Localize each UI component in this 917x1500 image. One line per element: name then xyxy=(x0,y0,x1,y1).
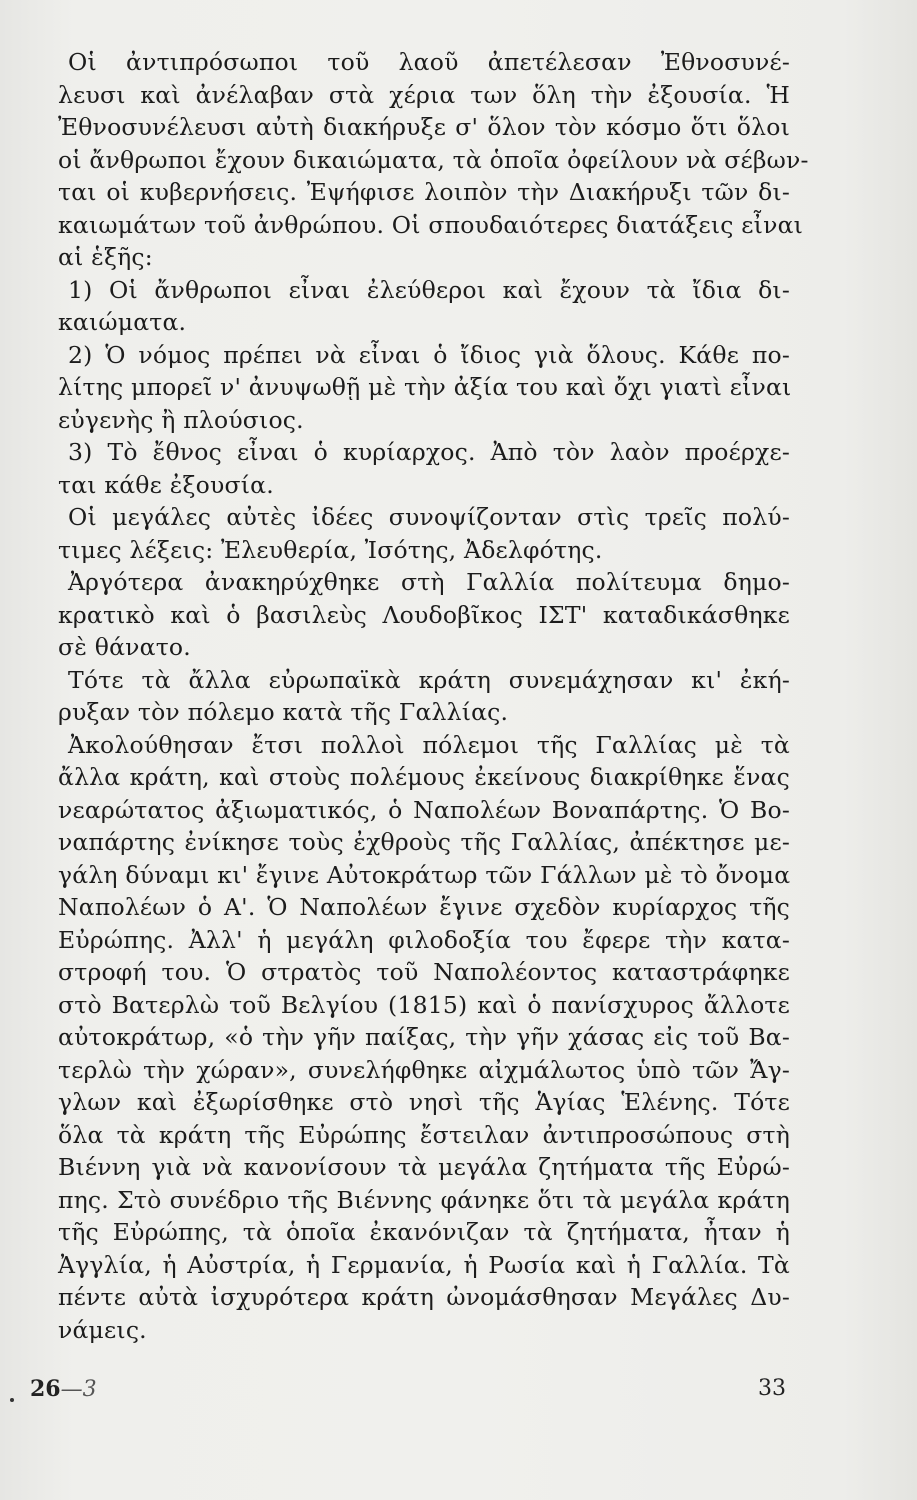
margin-dot xyxy=(10,1398,14,1402)
text-line: Ἀκολούθησαν ἔτσι πολλοὶ πόλεμοι τῆς Γαλλίας μὲ τὰ xyxy=(68,730,790,759)
text-line: σὲ θάνατο. xyxy=(58,633,191,661)
text-line: ἄλλα κράτη, καὶ στοὺς πολέμους ἐκείνους διακρίθηκε ἕνας xyxy=(58,763,790,791)
printer-signature xyxy=(30,1376,97,1402)
text-line: Ἐθνοσυνέλευσι αὐτὴ διακήρυξε σ' ὅλον τὸν κόσμο ὅτι ὅλοι xyxy=(58,113,790,141)
text-line: ναπάρτης ἐνίκησε τοὺς ἐχθροὺς τῆς Γαλλίας, ἀπέκτησε με- xyxy=(58,828,790,856)
text-line: 3) Τὸ ἔθνος εἶναι ὁ κυρίαρχος. Ἀπὸ τὸν λαὸν προέρχε- xyxy=(68,438,790,466)
text-line: πης. Στὸ συνέδριο τῆς Βιέννης φάνηκε ὅτι τὰ μεγάλα κράτη xyxy=(58,1185,790,1214)
text-line: κρατικὸ καὶ ὁ βασιλεὺς Λουδοβῖκος ΙΣΤ' καταδικάσθηκε xyxy=(58,600,790,629)
text-line: εὐγενὴς ἢ πλούσιος. xyxy=(58,405,304,434)
text-line: Εὐρώπης. Ἀλλ' ἡ μεγάλη φιλοδοξία του ἔφερε τὴν κατα- xyxy=(58,925,790,954)
text-line: καιώματα. xyxy=(58,308,187,336)
text-line: νάμεις. xyxy=(58,1315,147,1344)
text-line: οἱ ἄνθρωποι ἔχουν δικαιώματα, τὰ ὁποῖα ὀφείλουν νὰ σέβων- xyxy=(58,145,809,174)
body-text xyxy=(58,46,809,1346)
text-line: νεαρώτατος ἀξιωματικός, ὁ Ναπολέων Βοναπάρτης. Ὁ Βο- xyxy=(58,795,790,824)
text-line: γάλη δύναμι κι' ἔγινε Αὐτοκράτωρ τῶν Γάλλων μὲ τὸ ὄνομα xyxy=(58,860,791,889)
text-line: ται οἱ κυβερνήσεις. Ἐψήφισε λοιπὸν τὴν Διακήρυξι τῶν δι- xyxy=(58,178,790,206)
text-line: αὐτοκράτωρ, «ὁ τὴν γῆν παίξας, τὴν γῆν χάσας εἰς τοῦ Βα- xyxy=(58,1023,790,1051)
signature-number: 26 xyxy=(30,1376,61,1402)
text-line: στροφή του. Ὁ στρατὸς τοῦ Ναπολέοντος καταστράφηκε xyxy=(58,958,790,986)
text-line: Οἱ μεγάλες αὐτὲς ἰδέες συνοψίζονταν στὶς τρεῖς πολύ- xyxy=(68,503,790,531)
text-line: τερλὼ τὴν χώραν», συνελήφθηκε αἰχμάλωτος ὑπὸ τῶν Ἄγ- xyxy=(58,1055,790,1084)
text-line: ρυξαν τὸν πόλεμο κατὰ τῆς Γαλλίας. xyxy=(58,698,509,726)
text-line: Τότε τὰ ἄλλα εὐρωπαϊκὰ κράτη συνεμάχησαν κι' ἐκή- xyxy=(68,665,790,694)
text-line: στὸ Βατερλὼ τοῦ Βελγίου (1815) καὶ ὁ πανίσχυρος ἄλλοτε xyxy=(58,990,790,1019)
text-line: Βιέννη γιὰ νὰ κανονίσουν τὰ μεγάλα ζητήματα τῆς Εὐρώ- xyxy=(58,1153,790,1181)
text-line: 1) Οἱ ἄνθρωποι εἶναι ἐλεύθεροι καὶ ἔχουν τὰ ἴδια δι- xyxy=(68,275,790,304)
text-line: 2) Ὁ νόμος πρέπει νὰ εἶναι ὁ ἴδιος γιὰ ὅλους. Κάθε πο- xyxy=(68,340,790,369)
text-line: αἱ ἑξῆς: xyxy=(58,243,153,271)
page-number: 33 xyxy=(758,1376,786,1401)
text-line: λίτης μπορεῖ ν' ἀνυψωθῇ μὲ τὴν ἀξία του καὶ ὄχι γιατὶ εἶναι xyxy=(58,373,792,401)
text-line: Ἀγγλία, ἡ Αὐστρία, ἡ Γερμανία, ἡ Ρωσία καὶ ἡ Γαλλία. Τὰ xyxy=(58,1250,790,1279)
text-line: λευσι καὶ ἀνέλαβαν στὰ χέρια των ὅλη τὴν ἐξουσία. Ἡ xyxy=(58,80,790,109)
text-line: ται κάθε ἐξουσία. xyxy=(58,470,274,499)
text-line: τιμες λέξεις: Ἐλευθερία, Ἰσότης, Ἀδελφότης. xyxy=(58,535,603,564)
text-line: γλων καὶ ἐξωρίσθηκε στὸ νησὶ τῆς Ἁγίας Ἑλένης. Τότε xyxy=(58,1088,790,1116)
text-line: τῆς Εὐρώπης, τὰ ὁποῖα ἐκανόνιζαν τὰ ζητήματα, ἦταν ἡ xyxy=(58,1218,790,1246)
text-line: καιωμάτων τοῦ ἀνθρώπου. Οἱ σπουδαιότερες διατάξεις εἶναι xyxy=(58,210,804,239)
text-line: Οἱ ἀντιπρόσωποι τοῦ λαοῦ ἀπετέλεσαν Ἐθνοσυνέ- xyxy=(68,48,790,76)
text-line: Ναπολέων ὁ Α'. Ὁ Ναπολέων ἔγινε σχεδὸν κυρίαρχος τῆς xyxy=(58,893,790,921)
signature-tail: —3 xyxy=(60,1377,97,1402)
text-line: ὅλα τὰ κράτη τῆς Εὐρώπης ἔστειλαν ἀντιπροσώπους στὴ xyxy=(58,1120,790,1149)
text-line: Ἀργότερα ἀνακηρύχθηκε στὴ Γαλλία πολίτευμα δημο- xyxy=(68,568,790,596)
text-line: πέντε αὐτὰ ἰσχυρότερα κράτη ὠνομάσθησαν Μεγάλες Δυ- xyxy=(58,1283,790,1311)
